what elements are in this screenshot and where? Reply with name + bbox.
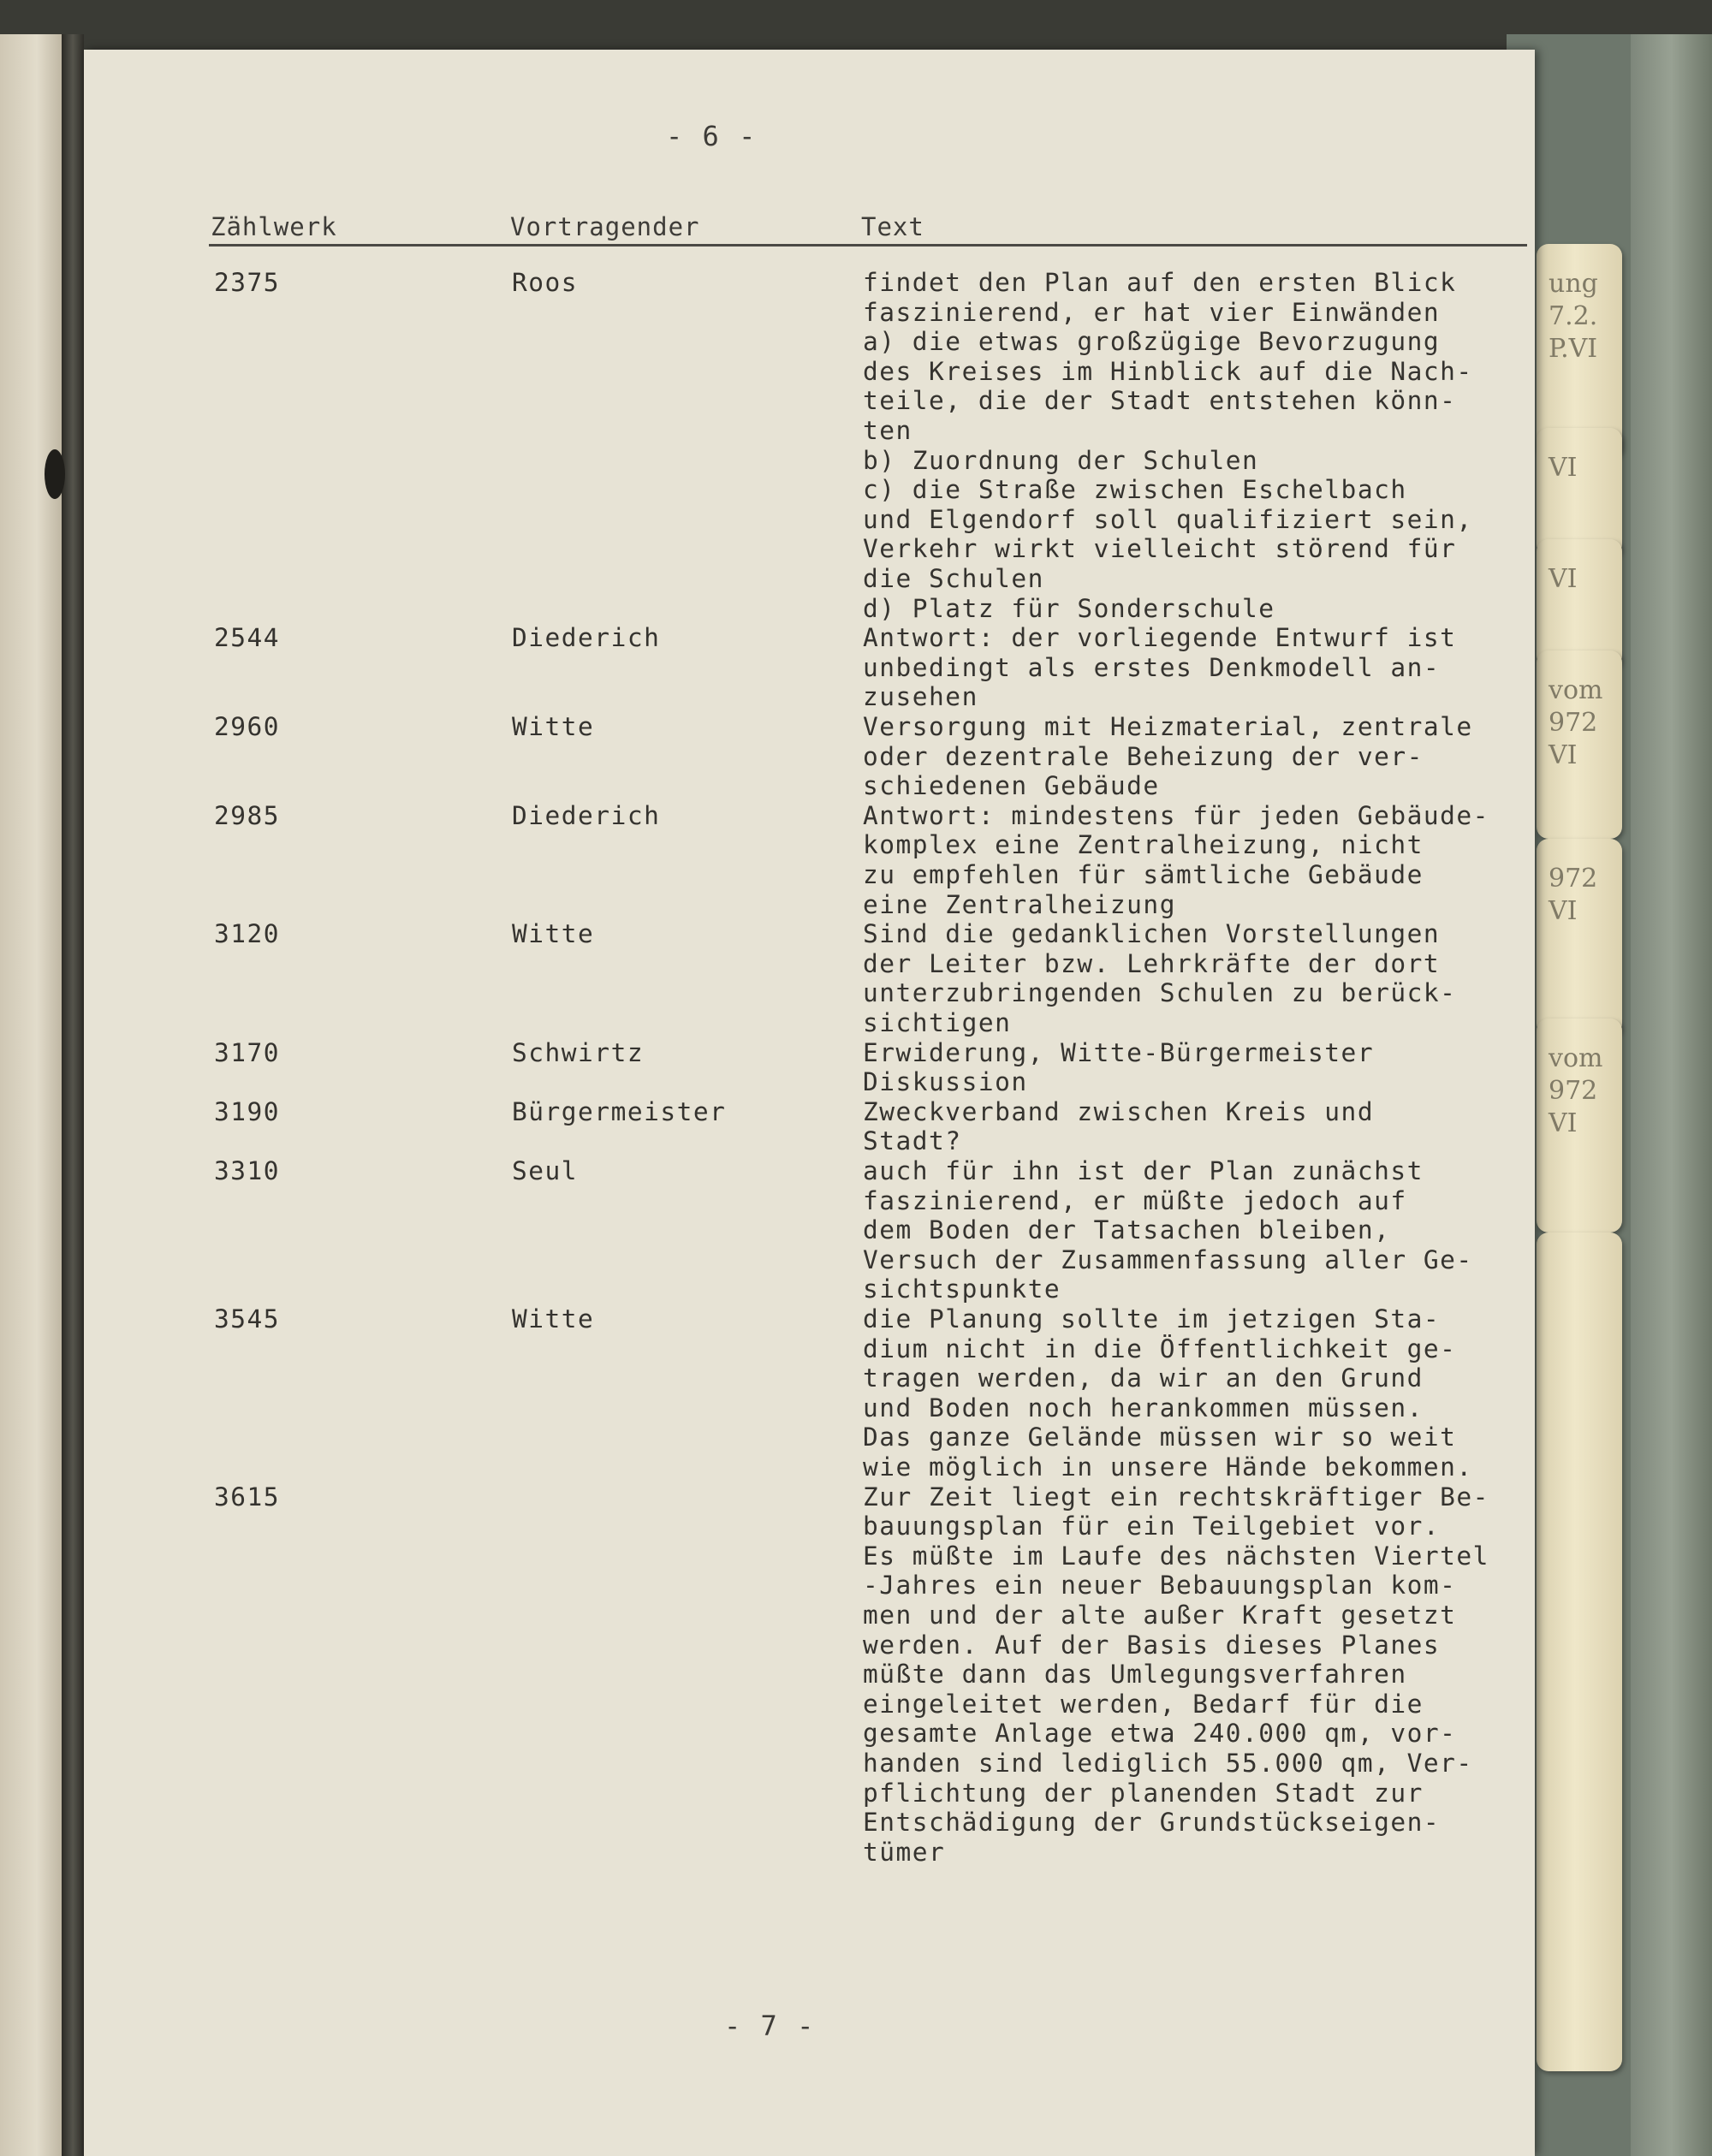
header-rule — [209, 244, 1527, 246]
entry-text — [863, 1097, 1522, 1156]
entry-counter: 2375 — [214, 268, 281, 297]
index-tabs — [1537, 51, 1631, 2071]
entry-text — [863, 801, 1522, 919]
binding-gutter — [62, 34, 84, 2156]
entry-text-line: Zweckverband zwischen Kreis und — [863, 1096, 1375, 1126]
entry-text-line: auch für ihn ist der Plan zunächst — [863, 1156, 1424, 1185]
entry-counter: 3190 — [214, 1096, 281, 1126]
index-tab-stack — [1537, 1232, 1622, 2071]
entry-text-line: bauungsplan für ein Teilgebiet vor. — [863, 1512, 1441, 1541]
entry-speaker: Schwirtz — [512, 1037, 645, 1067]
binder-spine — [1631, 34, 1712, 2156]
tab-text: vom — [1549, 1043, 1603, 1073]
index-tab[interactable] — [1537, 839, 1622, 1036]
column-header-text: Text — [861, 212, 924, 241]
entry-text-line: Verkehr wirkt vielleicht störend für — [863, 534, 1457, 564]
tab-text: VI — [1549, 740, 1578, 770]
entry-text-line: und Elgendorf soll qualifiziert sein, — [863, 504, 1473, 534]
entry-text-line: men und der alte außer Kraft gesetzt — [863, 1600, 1457, 1630]
page-number-bottom: - 7 - — [724, 2010, 816, 2042]
entry-speaker: Roos — [512, 268, 579, 297]
column-header-speaker: Vortragender — [510, 212, 700, 241]
entry-text-line: faszinierend, er hat vier Einwänden — [863, 297, 1441, 327]
entry-text-line: wie möglich in unsere Hände bekommen. — [863, 1452, 1473, 1482]
entry-counter: 3615 — [214, 1482, 281, 1512]
entry-text — [863, 1482, 1522, 1868]
tab-text: 972 — [1549, 864, 1598, 894]
entry-text-line: zu empfehlen für sämtliche Gebäude — [863, 859, 1424, 889]
entry-text-line: oder dezentrale Beheizung der ver- — [863, 741, 1424, 771]
entry-counter: 3170 — [214, 1037, 281, 1067]
entry-text-line: und Boden noch herankommen müssen. — [863, 1393, 1424, 1422]
tab-text: 7.2. — [1549, 301, 1598, 331]
entry-text-line: Antwort: mindestens für jeden Gebäude- — [863, 800, 1489, 830]
entry-counter: 2960 — [214, 712, 281, 741]
entry-text-line: zusehen — [863, 682, 978, 712]
entry-text-line: faszinierend, er müßte jedoch auf — [863, 1185, 1407, 1215]
entry-text — [863, 1038, 1522, 1097]
entry-text-line: die Planung sollte im jetzigen Sta- — [863, 1304, 1441, 1333]
entry-text — [863, 712, 1522, 801]
entry-text-line: schiedenen Gebäude — [863, 771, 1160, 801]
entry-text-line: Es müßte im Laufe des nächsten Viertel — [863, 1541, 1489, 1571]
index-tab[interactable] — [1537, 1019, 1622, 1232]
entry-speaker: Witte — [512, 1304, 595, 1333]
entry-text-line: der Leiter bzw. Lehrkräfte der dort — [863, 948, 1441, 978]
entry-text-line: komplex eine Zentralheizung, nicht — [863, 830, 1424, 860]
entry-text-line: gesamte Anlage etwa 240.000 qm, vor- — [863, 1719, 1457, 1749]
entry-text-line: b) Zuordnung der Schulen — [863, 445, 1259, 475]
entry-speaker: Witte — [512, 919, 595, 949]
page-number-top: - 6 - — [666, 120, 758, 152]
entry-text-line: dem Boden der Tatsachen bleiben, — [863, 1215, 1391, 1245]
entry-counter: 3120 — [214, 919, 281, 949]
entry-text — [863, 919, 1522, 1037]
entry-text — [863, 623, 1522, 712]
tab-text: 972 — [1549, 1076, 1598, 1106]
tab-text: 972 — [1549, 708, 1598, 738]
entry-text-line: sichtigen — [863, 1007, 1012, 1037]
entry-counter: 3545 — [214, 1304, 281, 1333]
entry-text-line: Antwort: der vorliegende Entwurf ist — [863, 623, 1457, 653]
entry-text-line: werden. Auf der Basis dieses Planes — [863, 1630, 1441, 1660]
entry-text-line: pflichtung der planenden Stadt zur — [863, 1778, 1424, 1808]
entry-counter: 2544 — [214, 623, 281, 653]
entry-text-line: a) die etwas großzügige Bevorzugung — [863, 327, 1441, 357]
entry-text-line: unbedingt als erstes Denkmodell an- — [863, 652, 1441, 682]
entry-counter: 3310 — [214, 1156, 281, 1185]
tab-text: ung — [1549, 269, 1598, 299]
entry-text-line: findet den Plan auf den ersten Blick — [863, 268, 1457, 297]
index-tab[interactable] — [1537, 428, 1622, 556]
index-tab[interactable] — [1537, 244, 1622, 458]
entry-text-line: Erwiderung, Witte-Bürgermeister — [863, 1037, 1375, 1067]
entry-text-line: sichtspunkte — [863, 1274, 1061, 1304]
document-page — [84, 50, 1535, 2156]
entry-text-line: c) die Straße zwischen Eschelbach — [863, 475, 1407, 505]
entry-text-line: tragen werden, da wir an den Grund — [863, 1363, 1424, 1393]
punch-hole — [45, 449, 65, 499]
index-tab[interactable] — [1537, 539, 1622, 668]
entry-speaker: Diederich — [512, 800, 661, 830]
entry-text — [863, 1156, 1522, 1304]
entry-text-line: unterzubringenden Schulen zu berück- — [863, 978, 1457, 1008]
entry-speaker: Witte — [512, 712, 595, 741]
entry-text-line: Zur Zeit liegt ein rechtskräftiger Be- — [863, 1482, 1489, 1512]
entry-text-line: dium nicht in die Öffentlichkeit ge- — [863, 1333, 1457, 1363]
left-page-edge — [0, 34, 62, 2156]
entry-counter: 2985 — [214, 800, 281, 830]
entry-text-line: Das ganze Gelände müssen wir so weit — [863, 1422, 1457, 1452]
tab-text: P.VI — [1549, 334, 1598, 364]
entry-text — [863, 1304, 1522, 1482]
entry-text-line: handen sind lediglich 55.000 qm, Ver- — [863, 1748, 1473, 1778]
entry-text-line: d) Platz für Sonderschule — [863, 593, 1275, 623]
table-header — [211, 212, 1525, 246]
entry-text-line: Stadt? — [863, 1126, 962, 1156]
entry-text-line: -Jahres ein neuer Bebauungsplan kom- — [863, 1571, 1457, 1601]
tab-text: vom — [1549, 675, 1603, 705]
entry-text-line: müßte dann das Umlegungsverfahren — [863, 1660, 1407, 1690]
entry-text-line: Versorgung mit Heizmaterial, zentrale — [863, 712, 1473, 741]
entry-text — [863, 268, 1522, 623]
entry-speaker: Diederich — [512, 623, 661, 653]
entry-text-line: Diskussion — [863, 1067, 1028, 1097]
entry-speaker: Bürgermeister — [512, 1096, 727, 1126]
tab-text: VI — [1549, 1108, 1578, 1138]
entry-text-line: Sind die gedanklichen Vorstellungen — [863, 919, 1441, 949]
entry-text-line: ten — [863, 415, 912, 445]
entry-speaker: Seul — [512, 1156, 579, 1185]
entry-text-line: eine Zentralheizung — [863, 889, 1176, 919]
tab-text: VI — [1549, 564, 1578, 594]
tab-text: VI — [1549, 453, 1578, 483]
entry-text-line: eingeleitet werden, Bedarf für die — [863, 1689, 1424, 1719]
entry-text-line: tümer — [863, 1837, 946, 1867]
entry-text-line: Versuch der Zusammenfassung aller Ge- — [863, 1244, 1473, 1274]
column-header-counter: Zählwerk — [211, 212, 337, 241]
tab-text: VI — [1549, 896, 1578, 926]
entry-text-line: Entschädigung der Grundstückseigen- — [863, 1808, 1441, 1838]
entry-text-line: teile, die der Stadt entstehen könn- — [863, 386, 1457, 416]
entry-text-line: des Kreises im Hinblick auf die Nach- — [863, 356, 1473, 386]
entry-text-line: die Schulen — [863, 563, 1044, 593]
index-tab[interactable] — [1537, 650, 1622, 839]
